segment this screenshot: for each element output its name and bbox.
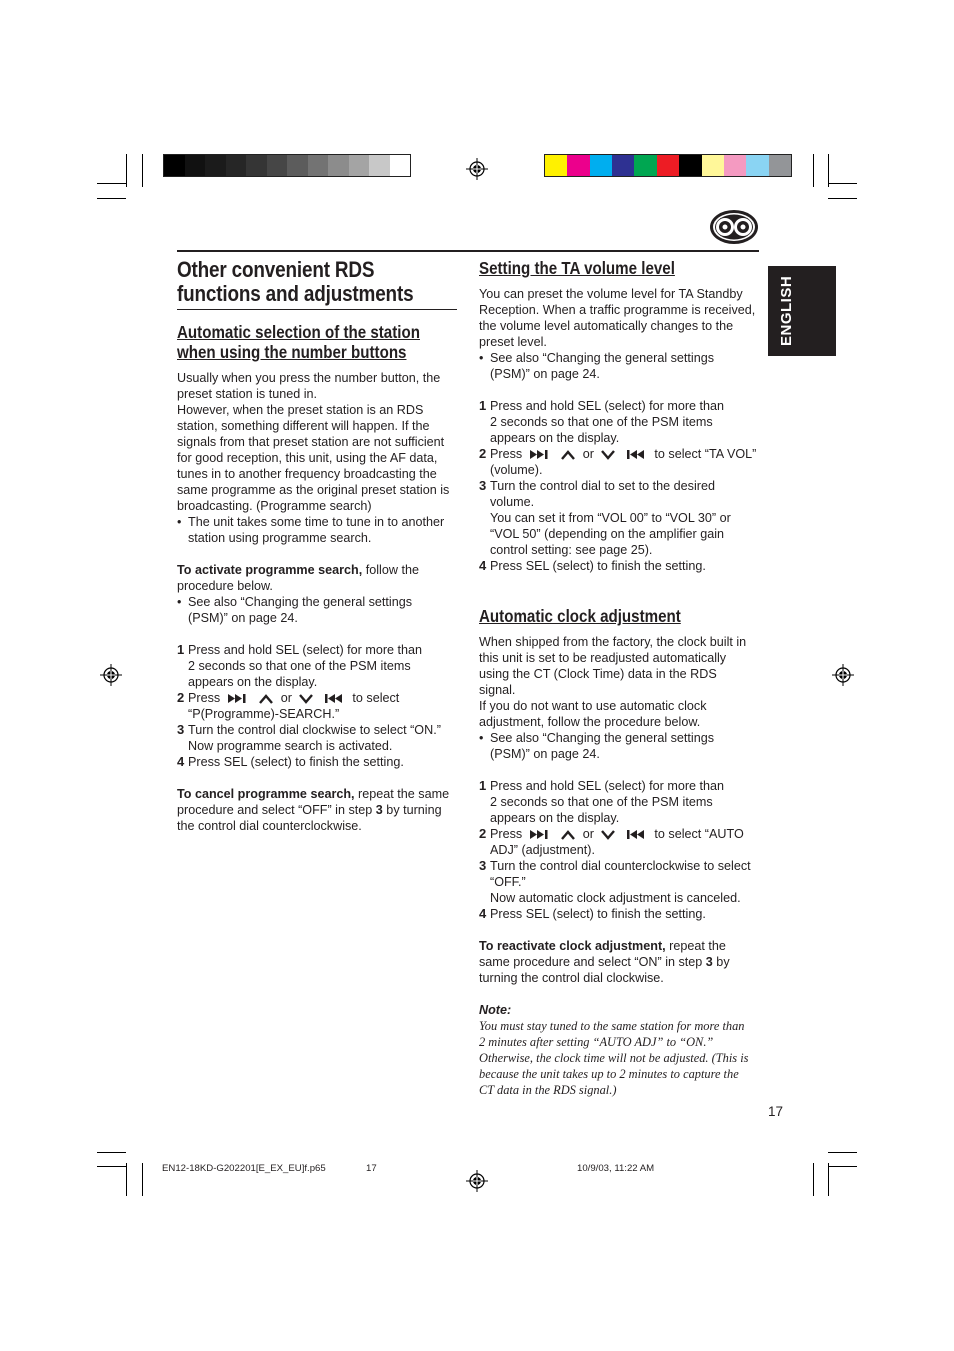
color-swatch	[349, 155, 370, 176]
color-swatch	[634, 155, 656, 176]
text-line: You can set it from “VOL 00” to “VOL 30” or	[490, 511, 731, 525]
color-swatch	[185, 155, 206, 176]
color-swatch	[267, 155, 288, 176]
bullet-dot: •	[177, 515, 182, 529]
text-line: Turn the control dial counterclockwise to select	[490, 859, 751, 873]
text-line: the volume level automatically changes to the	[479, 319, 734, 333]
text-span: or	[280, 691, 292, 705]
ta-step-3	[479, 478, 764, 558]
note-block	[479, 1002, 764, 1098]
text-span: follow the	[362, 563, 419, 577]
text-line: preset level.	[479, 335, 547, 349]
color-swatch	[657, 155, 679, 176]
text-line: using the CT (Clock Time) data in the RDS	[479, 667, 717, 681]
text-line: “P(Programme)-SEARCH.”	[188, 707, 340, 721]
text-line: You can preset the volume level for TA Standby	[479, 287, 743, 301]
text-line: volume.	[490, 495, 535, 509]
text-span: procedure and select “OFF” in step	[177, 803, 376, 817]
clock-body	[479, 634, 764, 1098]
text-line: Now automatic clock adjustment is canceled.	[490, 891, 741, 905]
text-line: The unit takes some time to tune in to another	[188, 515, 445, 529]
registration-mark-icon	[100, 664, 122, 686]
color-swatch	[567, 155, 589, 176]
text-span: by turning	[382, 803, 442, 817]
text-line: (volume).	[490, 463, 543, 477]
step-number: 4	[479, 558, 487, 573]
text-span: to select “AUTO	[654, 827, 744, 841]
language-tab-label: ENGLISH	[778, 275, 795, 346]
text-span: same procedure and select “ON” in step	[479, 955, 706, 969]
clock-step-1	[479, 778, 764, 826]
color-swatch	[308, 155, 329, 176]
text-line: Press SEL (select) to finish the setting.	[188, 755, 404, 769]
text-span: repeat the	[665, 939, 726, 953]
section-title-line: Automatic selection of the station	[177, 322, 420, 342]
text-span: Press	[490, 827, 523, 841]
note-line: Otherwise, the clock time will not be adjusted. (This is	[479, 1051, 749, 1065]
skip-forward-icon	[530, 830, 550, 839]
text-line: 2 seconds so that one of the PSM items	[188, 659, 411, 673]
step-2	[177, 690, 462, 722]
text-line: appears on the display.	[490, 811, 620, 825]
text-line: Now programme search is activated.	[188, 739, 393, 753]
skip-back-icon	[325, 694, 345, 703]
ta-step-4	[479, 558, 764, 574]
step-4	[177, 754, 462, 770]
color-swatch	[724, 155, 746, 176]
text-span: Press	[490, 447, 523, 461]
color-swatch	[390, 155, 411, 176]
text-line: 2 seconds so that one of the PSM items	[490, 795, 713, 809]
chevron-up-icon	[561, 450, 575, 460]
text-line: for good reception, this unit, using the AF data,	[177, 451, 438, 465]
text-span: or	[582, 447, 594, 461]
step-number: 2	[177, 690, 185, 705]
text-line: same programme as the original preset station is	[177, 483, 450, 497]
text-line: (PSM)” on page 24.	[490, 367, 600, 381]
note-line: CT data in the RDS signal.)	[479, 1083, 617, 1097]
text-line: Turn the control dial clockwise to select “ON.”	[188, 723, 441, 737]
step-3	[177, 722, 462, 754]
note-line: 2 minutes after setting “AUTO ADJ” to “ON.”	[479, 1035, 714, 1049]
text-line: station, something different will happen. If the	[177, 419, 430, 433]
text-span: to select “TA VOL”	[654, 447, 757, 461]
chevron-down-icon	[601, 830, 615, 840]
chevron-up-icon	[561, 830, 575, 840]
text-line: Usually when you press the number button, the	[177, 371, 441, 385]
step-number: 1	[479, 778, 487, 793]
note-line: because the unit takes up to 2 minutes to capture the	[479, 1067, 739, 1081]
title-rule	[177, 309, 457, 310]
chevron-up-icon	[259, 694, 273, 704]
footer-file: EN12-18KD-G202201[E_EX_EU]f.p65	[162, 1163, 326, 1174]
text-line: Press and hold SEL (select) for more than	[490, 779, 725, 793]
clock-step-2	[479, 826, 764, 858]
reactivate-paragraph	[479, 938, 764, 986]
text-line: Press SEL (select) to finish the setting.	[490, 907, 706, 921]
text-line: station using programme search.	[188, 531, 372, 545]
text-line: However, when the preset station is an RDS	[177, 403, 424, 417]
step-ref: 3	[705, 955, 713, 969]
bold-lead: To reactivate clock adjustment,	[479, 939, 666, 953]
color-swatch	[205, 155, 226, 176]
color-swatch	[287, 155, 308, 176]
color-swatch	[746, 155, 768, 176]
step-number: 4	[479, 906, 487, 921]
color-swatch	[328, 155, 349, 176]
activate-paragraph	[177, 562, 462, 594]
text-line: Press and hold SEL (select) for more than	[188, 643, 423, 657]
skip-forward-icon	[530, 450, 550, 459]
text-span: Press	[188, 691, 221, 705]
text-line: Reception. When a traffic programme is received,	[479, 303, 756, 317]
bullet-item	[177, 594, 462, 626]
text-line: the control dial counterclockwise.	[177, 819, 362, 833]
skip-back-icon	[627, 830, 647, 839]
bullet-item	[177, 514, 462, 546]
skip-back-icon	[627, 450, 647, 459]
color-swatch	[369, 155, 390, 176]
page-number: 17	[768, 1104, 784, 1119]
text-line: control setting: see page 25).	[490, 543, 653, 557]
header-rule	[177, 250, 759, 252]
step-number: 4	[177, 754, 185, 769]
skip-forward-icon	[228, 694, 248, 703]
color-calibration-bar	[544, 154, 792, 177]
section-title-ta-volume: Setting the TA volume level	[479, 258, 675, 278]
text-line: turning the control dial clockwise.	[479, 971, 664, 985]
text-line: (PSM)” on page 24.	[490, 747, 600, 761]
text-span: or	[582, 827, 594, 841]
text-span: by	[712, 955, 730, 969]
footer-date: 10/9/03, 11:22 AM	[577, 1163, 655, 1174]
text-line: See also “Changing the general settings	[188, 595, 413, 609]
bullet-item	[479, 350, 764, 382]
step-number: 3	[479, 478, 487, 493]
footer-page: 17	[366, 1163, 377, 1174]
page-title-line: functions and adjustments	[177, 281, 414, 306]
step-number: 2	[479, 446, 487, 461]
right-body	[479, 286, 764, 574]
text-line: signals from that preset station are not sufficient	[177, 435, 445, 449]
text-line: Press and hold SEL (select) for more than	[490, 399, 725, 413]
text-line: tunes in to another frequency broadcasting the	[177, 467, 437, 481]
bullet-dot: •	[479, 731, 484, 745]
text-span: repeat the same	[354, 787, 450, 801]
step-1	[177, 642, 462, 690]
ta-intro	[479, 286, 764, 350]
clock-intro	[479, 634, 764, 730]
note-line: You must stay tuned to the same station for more than	[479, 1019, 745, 1033]
bold-lead: To activate programme search,	[177, 563, 363, 577]
color-swatch	[226, 155, 247, 176]
step-number: 3	[177, 722, 185, 737]
note-label: Note:	[479, 1003, 512, 1017]
language-tab	[768, 266, 836, 356]
page-title	[177, 258, 461, 306]
cancel-paragraph	[177, 786, 462, 834]
registration-mark-icon	[466, 1170, 488, 1192]
text-line: (PSM)” on page 24.	[188, 611, 298, 625]
color-swatch	[679, 155, 701, 176]
ta-step-2	[479, 446, 764, 478]
text-line: broadcasting. (Programme search)	[177, 499, 372, 513]
clock-step-3	[479, 858, 764, 906]
registration-mark-icon	[832, 664, 854, 686]
color-swatch	[246, 155, 267, 176]
chevron-down-icon	[299, 694, 313, 704]
step-number: 2	[479, 826, 487, 841]
gray-calibration-bar	[163, 154, 411, 177]
color-swatch	[702, 155, 724, 176]
text-line: preset station is tuned in.	[177, 387, 318, 401]
step-number: 1	[177, 642, 185, 657]
text-line: appears on the display.	[188, 675, 318, 689]
step-number: 1	[479, 398, 487, 413]
section-title-clock: Automatic clock adjustment	[479, 606, 681, 626]
color-swatch	[164, 155, 185, 176]
clock-step-4	[479, 906, 764, 922]
bullet-dot: •	[177, 595, 182, 609]
text-line: Turn the control dial to set to the desired	[490, 479, 715, 493]
text-line: ADJ” (adjustment).	[490, 843, 595, 857]
color-swatch	[769, 155, 791, 176]
text-line: 2 seconds so that one of the PSM items	[490, 415, 713, 429]
bullet-dot: •	[479, 351, 484, 365]
color-swatch	[545, 155, 567, 176]
text-line: adjustment, follow the procedure below.	[479, 715, 701, 729]
page-title-line: Other convenient RDS	[177, 257, 375, 282]
text-line: See also “Changing the general settings	[490, 731, 715, 745]
intro-paragraph	[177, 370, 462, 514]
text-line: If you do not want to use automatic clock	[479, 699, 707, 713]
text-line: See also “Changing the general settings	[490, 351, 715, 365]
text-line: “OFF.”	[490, 875, 526, 889]
registration-mark-icon	[466, 158, 488, 180]
text-span: to select	[352, 691, 400, 705]
text-line: signal.	[479, 683, 516, 697]
text-line: procedure below.	[177, 579, 273, 593]
step-number: 3	[479, 858, 487, 873]
section-title-auto-selection	[177, 322, 420, 362]
color-swatch	[590, 155, 612, 176]
color-swatch	[612, 155, 634, 176]
text-line: this unit is set to be readjusted automatically	[479, 651, 727, 665]
chevron-down-icon	[601, 450, 615, 460]
text-line: Press SEL (select) to finish the setting.	[490, 559, 706, 573]
text-line: When shipped from the factory, the clock built in	[479, 635, 747, 649]
bullet-item	[479, 730, 764, 762]
step-ref: 3	[375, 803, 383, 817]
cd-logo-icon	[709, 208, 759, 246]
bold-lead: To cancel programme search,	[177, 787, 355, 801]
left-body	[177, 370, 462, 834]
ta-step-1	[479, 398, 764, 446]
section-title-line: when using the number buttons	[177, 342, 407, 362]
text-line: appears on the display.	[490, 431, 620, 445]
text-line: “VOL 50” (depending on the amplifier gain	[490, 527, 725, 541]
